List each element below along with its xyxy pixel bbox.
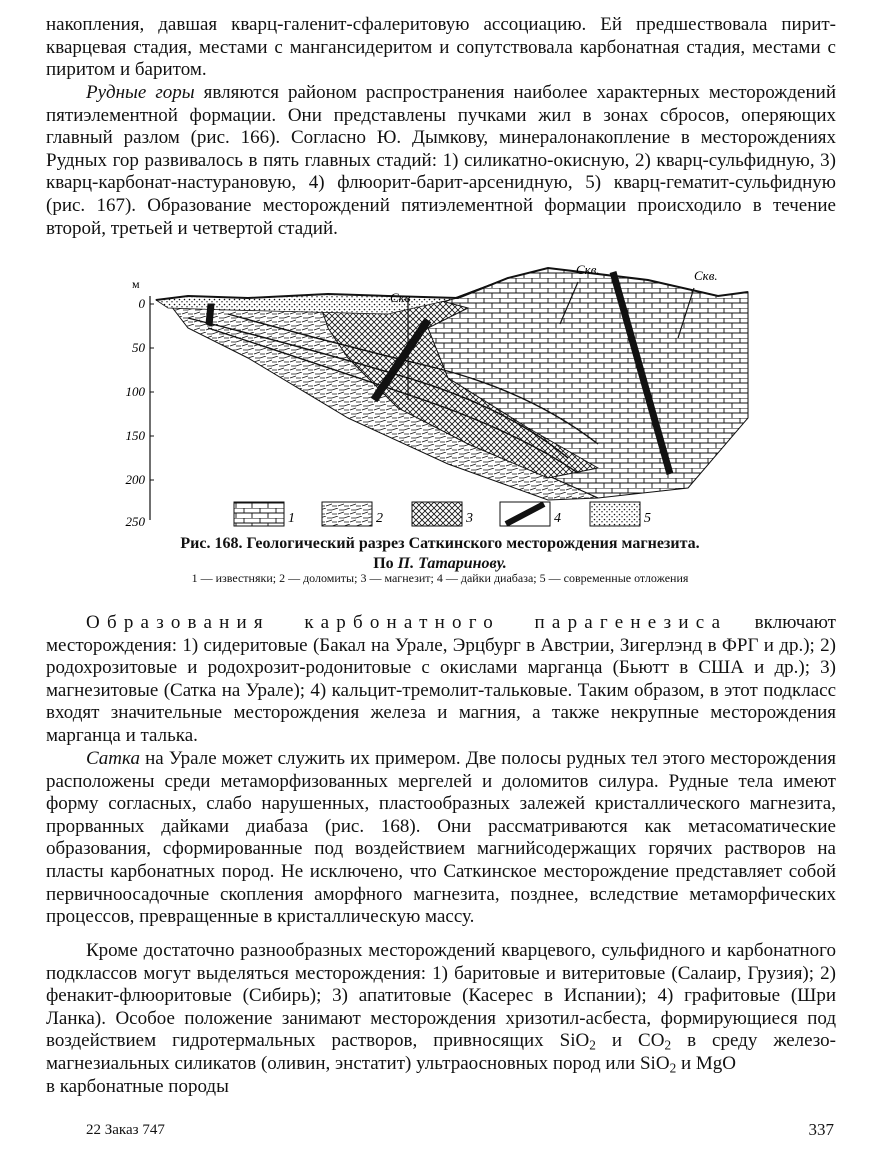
paragraph-3 [46,612,836,748]
formula-sub-b: 2 [664,1037,672,1053]
term-carbonate-paragenesis: Образования карбонатного парагенезиса [86,612,728,633]
caption-author: П. Татаринову. [397,555,507,572]
formula-co2: CO [638,1030,665,1052]
paragraph-5 [46,940,836,1098]
paragraph-5-text-c: в карбонатные породы [46,1075,229,1097]
paragraph-4 [46,748,836,929]
legend-box-1 [234,502,284,526]
depth-axis [126,277,155,529]
figure-caption [110,534,770,574]
borehole-label-2: Скв. [576,262,600,277]
legend-number-3: 3 [466,511,473,526]
term-rudnye-gory: Рудные горы [86,82,195,103]
page-number: 337 [808,1120,834,1139]
paragraph-3-text: включают месторождения: 1) сидеритовые (Бакал на Урале, Эрцбург в Австрии, Зигерлэнд в ФРГ и др.); 2) родохрозитовые и родохрозит-родонитовые с окислами марганца (Бьютт в США и др.); 3) магнезитовые (Сатка на Урале); 4) кальцит-тремолит-тальковые. Таким образом, в этот подкласс входят значительные месторождения железа и магния, а также некрупные месторождения марганца и талька. [46,612,836,746]
depth-tick-0: 0 [138,296,145,311]
legend-box-3 [412,502,462,526]
formula-sio2-a: SiO [559,1030,590,1052]
legend-number-1: 1 [288,511,295,526]
depth-tick-250: 250 [125,514,145,529]
conj-and-1: и [595,1030,639,1052]
paragraph-4-text: на Урале может служить их примером. Две полосы рудных тел этого месторождения расположены среди метаморфизованных мергелей и доломитов силура. Рудные тела имеют форму согласных, слабо нарушенных, пластообразных залежей кристаллического магнезита, прорванных дайками диабаза (рис. 168). Они рассматриваются как метасоматические образования, сформированные под воздействием магнийсодержащих горячих растворов на пласты карбонатных пород. Не исключено, что Саткинское месторождение представляет собой первичноосадочные скопления аморфного магнезита, позднее, вследствие метаморфических процессов, превращенные в кристаллическую массу. [46,748,836,928]
figure-legend [234,502,651,526]
formula-sio2-b: SiO [639,1052,670,1074]
formula-sub-a: 2 [589,1037,596,1053]
borehole-label-1: Скв [390,290,411,305]
formula-mgo: MgO [695,1052,737,1074]
depth-tick-50: 50 [132,340,145,355]
depth-tick-100: 100 [125,384,145,399]
paragraph-5-text-a: Кроме достаточно разнообразных месторождений кварцевого, сульфидного и карбонатного подклассов могут выделяться месторождения: 1) баритовые и витеритовые (Салаир, Грузия); 2) фенакит-флюоритовые (Сибирь); 3) апатитовые (Касерес в Испании); 4) графитовые (Шри Ланка). Особое положение занимают месторождения хризотил-асбеста, формирующиеся под воздействием гидротермальных растворов, привносящих [46,940,836,1052]
legend-number-4: 4 [554,511,561,526]
depth-tick-200: 200 [125,472,145,487]
formula-sub-c: 2 [669,1060,677,1076]
printer-signature: 22 Заказ 747 [86,1122,165,1138]
legend-box-5 [590,502,640,526]
caption-author-prefix: По [373,555,398,572]
conj-and-2: и [676,1052,696,1074]
paragraph-5-text-b: в среду железо-магнезиальных силикатов (оливин, энстатит) ультраосновных пород или [46,1030,837,1074]
legend-number-2: 2 [376,511,383,526]
legend-box-2 [322,502,372,526]
caption-title: Рис. 168. Геологический разрез Саткинского месторождения магнезита. [180,535,700,552]
paragraph-1-text: накопления, давшая кварц-галенит-сфалеритовую ассоциацию. Ей предшествовала пирит-кварцевая стадия, местами с мангансидеритом и сопутствовала карбонатная стадия, местами с пиритом и баритом. [46,14,836,81]
depth-tick-150: 150 [125,428,145,443]
geological-section-figure [125,262,758,536]
paragraph-1 [46,14,836,82]
paragraph-2-text: являются районом распространения наиболее характерных месторождений пятиэлементной формации. Они представлены пучками жил в зонах сбросов, оперяющих главный разлом (рис. 166). Согласно Ю. Дымкову, минералонакопление в месторождениях Рудных гор развивалось в пять главных стадий: 1) силикатно-окисную, 2) кварц-сульфидную, 3) кварц-карбонат-настурановую, 4) флюорит-барит-арсенидную, 5) кварц-гематит-сульфидную (рис. 167). Образование месторождений пятиэлементной формации происходило в течение второй, третьей и четвертой стадий. [46,82,836,239]
diabase-dike-small [206,304,214,326]
caption-legend: 1 — известняки; 2 — доломиты; 3 — магнезит; 4 — дайки диабаза; 5 — современные отложения [191,571,689,585]
legend-number-5: 5 [644,511,651,526]
paragraph-2 [46,82,836,240]
borehole-label-3: Скв. [694,268,718,283]
term-satka: Сатка [86,748,140,769]
depth-unit-label: м [132,277,140,291]
